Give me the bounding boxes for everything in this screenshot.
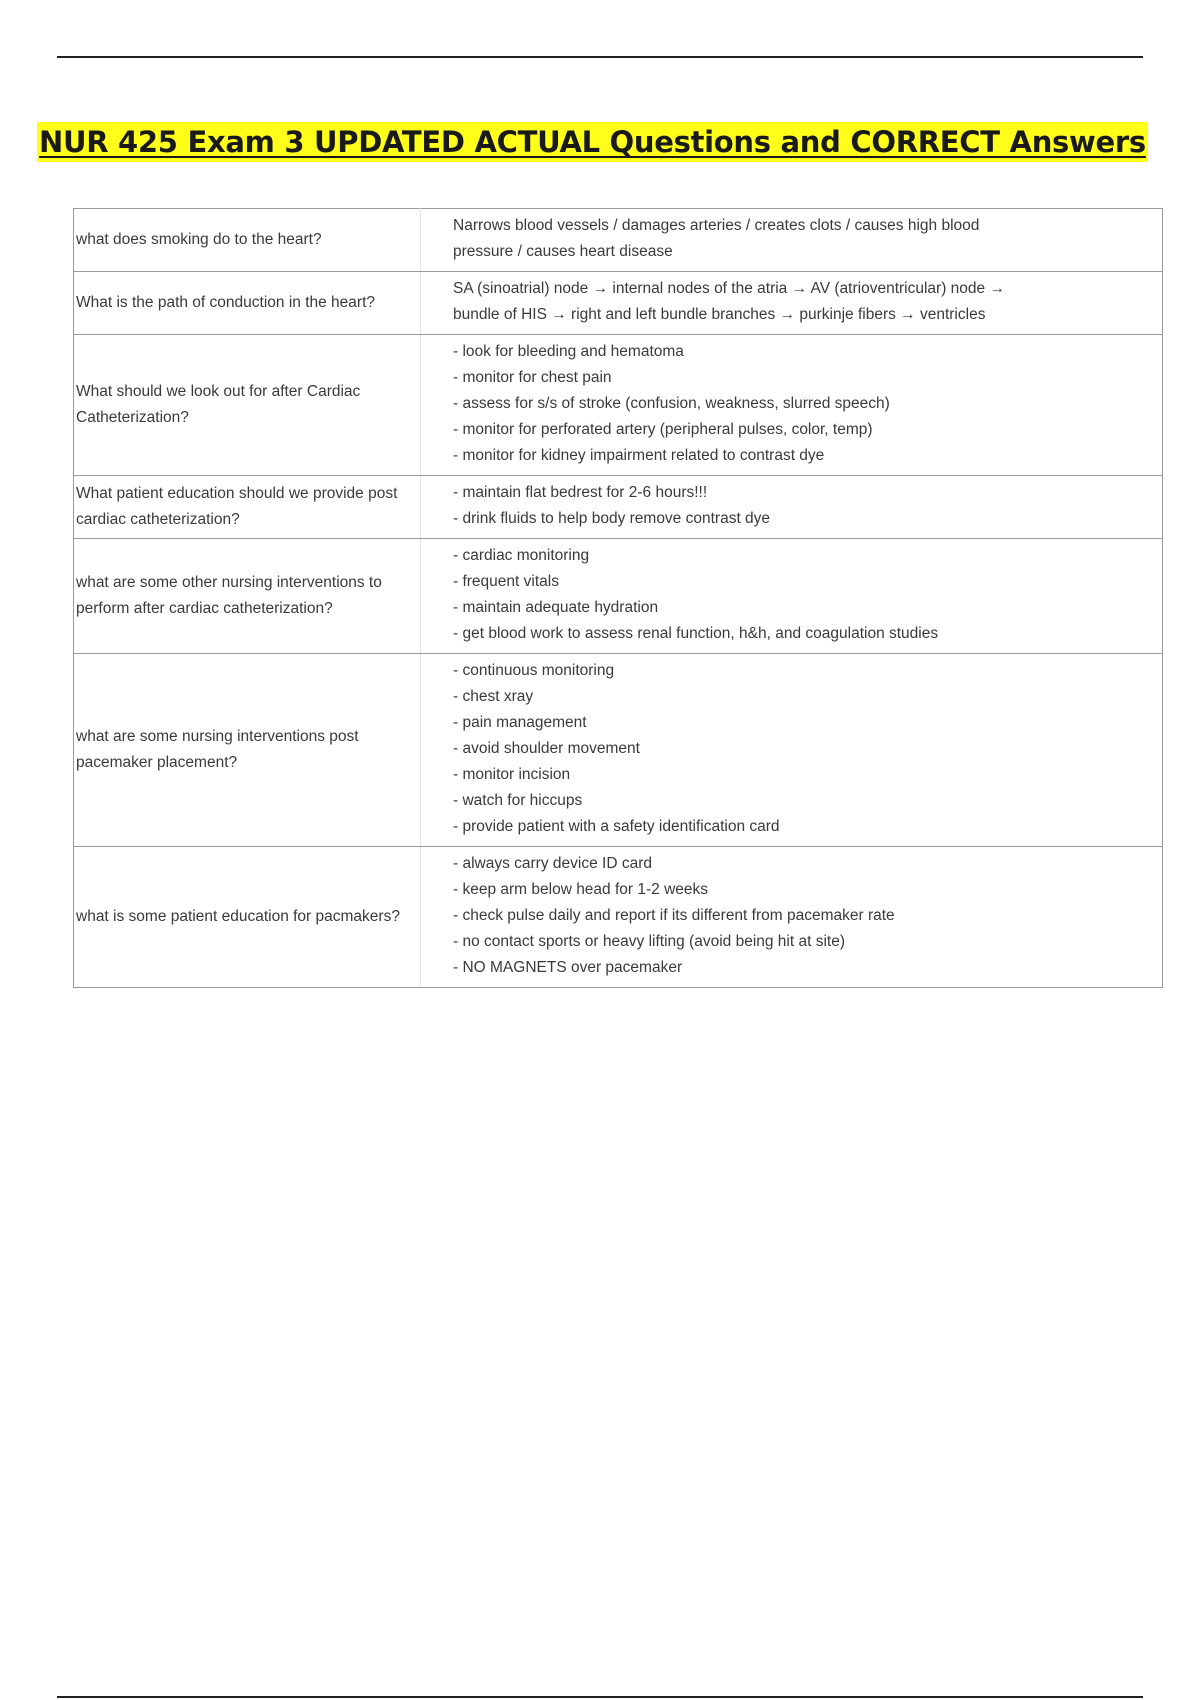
answer-line: - maintain adequate hydration xyxy=(453,599,659,616)
answer-line: - frequent vitals xyxy=(453,573,559,590)
answer-cell xyxy=(421,209,1163,272)
table-row xyxy=(74,272,1163,335)
table-row xyxy=(74,539,1163,654)
title-block xyxy=(37,122,1148,162)
answer-cell xyxy=(421,272,1163,335)
question-cell xyxy=(74,272,421,335)
answer-line: - get blood work to assess renal function, h&h, and coagulation studies xyxy=(453,625,939,642)
question-text: What patient education should we provide post cardiac catheterization? xyxy=(76,485,398,528)
question-text: what are some nursing interventions post pacemaker placement? xyxy=(76,728,359,771)
footer-divider xyxy=(57,1696,1143,1698)
question-cell xyxy=(74,335,421,476)
answer-cell xyxy=(421,335,1163,476)
answer-line: - drink fluids to help body remove contrast dye xyxy=(453,510,771,527)
answer-line: - monitor for perforated artery (peripheral pulses, color, temp) xyxy=(453,421,873,438)
question-cell xyxy=(74,654,421,847)
answer-line: SA (sinoatrial) node → internal nodes of the atria → AV (atrioventricular) node → xyxy=(453,280,1005,297)
answer-line: - assess for s/s of stroke (confusion, weakness, slurred speech) xyxy=(453,395,890,412)
table-row xyxy=(74,654,1163,847)
question-cell xyxy=(74,539,421,654)
question-text: what are some other nursing interventions to perform after cardiac catheterization? xyxy=(76,574,382,617)
answer-line: bundle of HIS → right and left bundle branches → purkinje fibers → ventricles xyxy=(453,306,986,323)
question-cell xyxy=(74,209,421,272)
qa-table xyxy=(73,208,1163,988)
table-row xyxy=(74,847,1163,988)
answer-line: - provide patient with a safety identification card xyxy=(453,818,780,835)
table-row xyxy=(74,209,1163,272)
answer-line: - cardiac monitoring xyxy=(453,547,590,564)
answer-line: pressure / causes heart disease xyxy=(453,243,673,260)
header-divider xyxy=(57,56,1143,58)
answer-line: - maintain flat bedrest for 2-6 hours!!! xyxy=(453,484,708,501)
question-text: what is some patient education for pacmakers? xyxy=(76,908,400,925)
answer-line: - NO MAGNETS over pacemaker xyxy=(453,959,683,976)
answer-line: - look for bleeding and hematoma xyxy=(453,343,684,360)
table-row xyxy=(74,335,1163,476)
answer-cell xyxy=(421,476,1163,539)
question-text: What should we look out for after Cardiac Catheterization? xyxy=(76,383,361,426)
answer-line: Narrows blood vessels / damages arteries / creates clots / causes high blood xyxy=(453,217,980,234)
table-row xyxy=(74,476,1163,539)
document-title: NUR 425 Exam 3 UPDATED ACTUAL Questions and CORRECT Answers xyxy=(37,122,1148,162)
answer-line: - pain management xyxy=(453,714,587,731)
answer-line: - no contact sports or heavy lifting (avoid being hit at site) xyxy=(453,933,846,950)
answer-cell xyxy=(421,847,1163,988)
answer-line: - watch for hiccups xyxy=(453,792,583,809)
answer-cell xyxy=(421,654,1163,847)
answer-line: - always carry device ID card xyxy=(453,855,652,872)
answer-line: - monitor for kidney impairment related to contrast dye xyxy=(453,447,825,464)
answer-cell xyxy=(421,539,1163,654)
answer-line: - keep arm below head for 1-2 weeks xyxy=(453,881,709,898)
question-cell xyxy=(74,476,421,539)
question-text: What is the path of conduction in the heart? xyxy=(76,294,375,311)
answer-line: - avoid shoulder movement xyxy=(453,740,640,757)
answer-line: - continuous monitoring xyxy=(453,662,615,679)
answer-line: - monitor for chest pain xyxy=(453,369,612,386)
question-text: what does smoking do to the heart? xyxy=(76,231,322,248)
answer-line: - check pulse daily and report if its different from pacemaker rate xyxy=(453,907,895,924)
answer-line: - chest xray xyxy=(453,688,534,705)
answer-line: - monitor incision xyxy=(453,766,571,783)
question-cell xyxy=(74,847,421,988)
